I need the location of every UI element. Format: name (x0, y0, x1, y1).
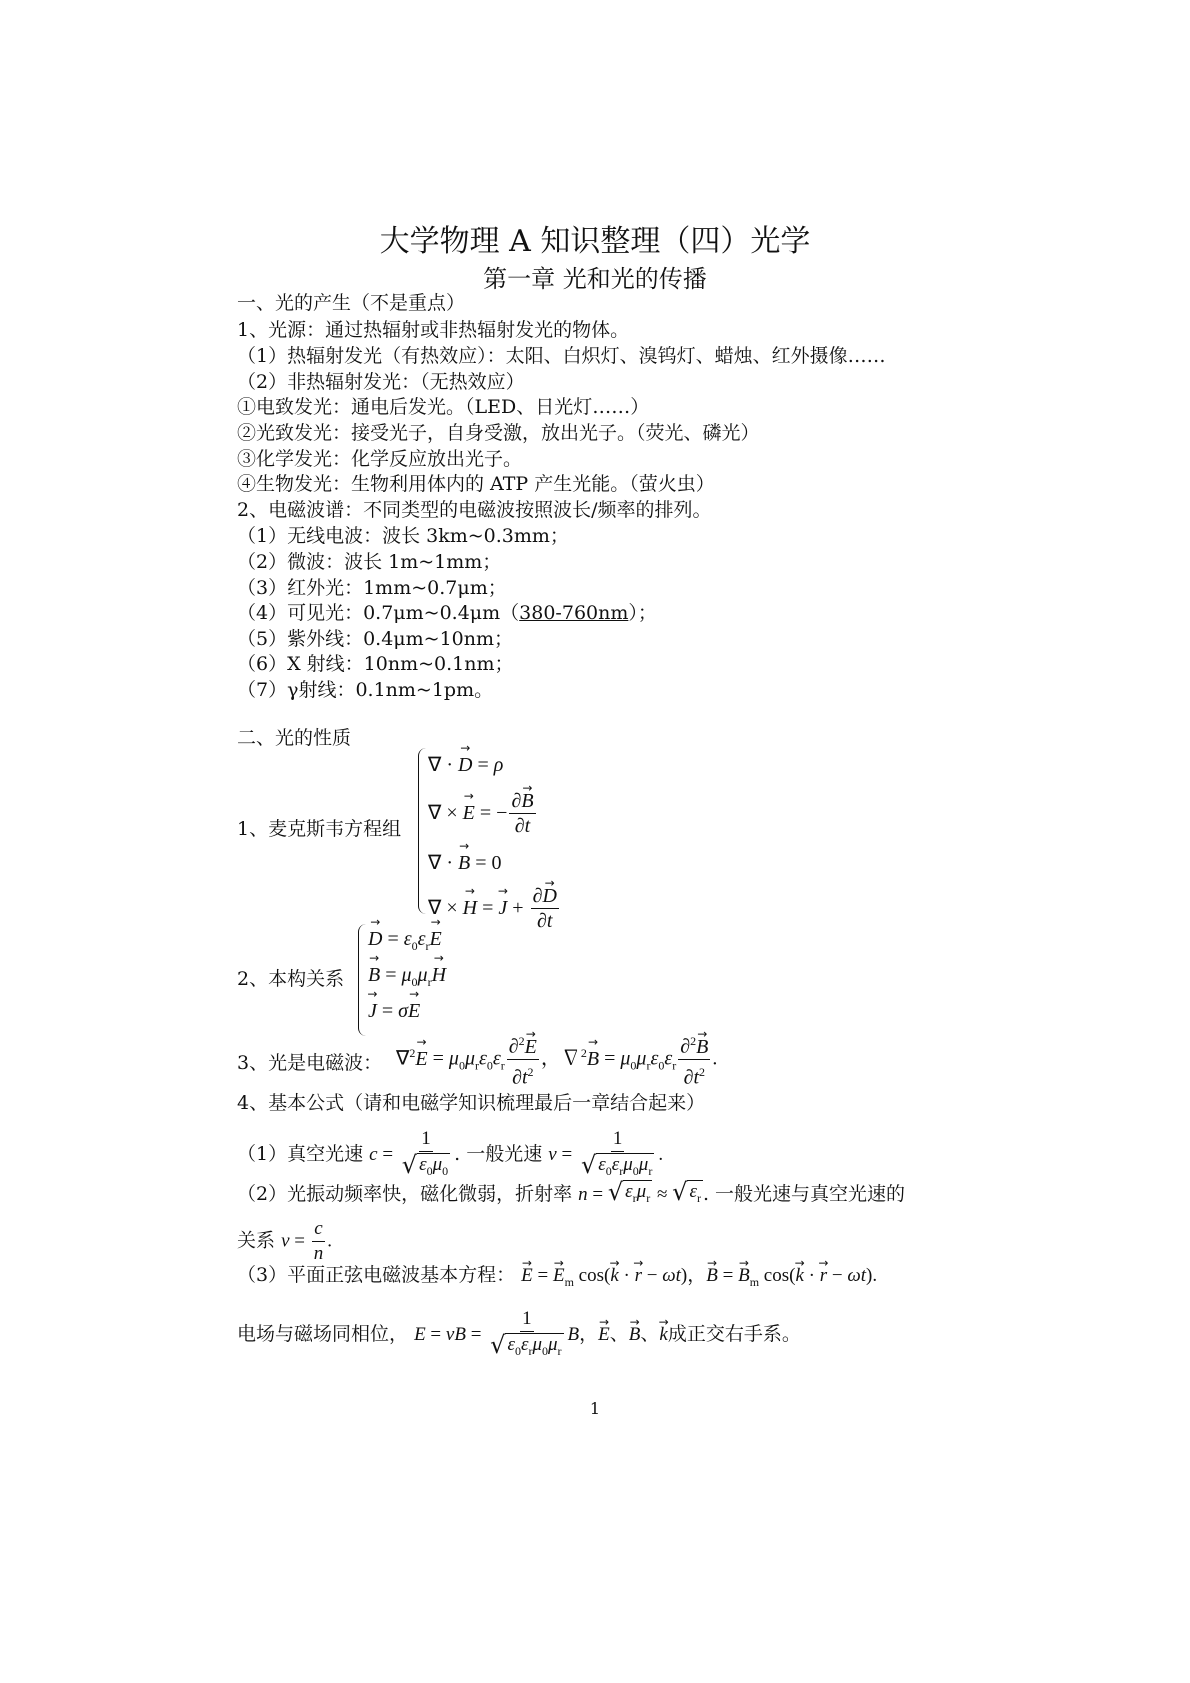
text-segment: （4）可见光：0.7μm~0.4μm（ (237, 602, 520, 624)
text-line: （1）热辐射发光（有热效应）：太阳、白炽灯、溴钨灯、蜡烛、红外摄像…… (237, 345, 886, 367)
page-number: 1 (589, 1399, 601, 1418)
maxwell-eq-1: ∇ · → D = ρ (428, 752, 503, 777)
text-line: ①电致发光：通电后发光。（LED、日光灯……） (237, 396, 650, 418)
text-line: （5）紫外线：0.4μm~10nm； (237, 628, 514, 650)
section-heading-1: 一、光的产生（不是重点） (237, 292, 466, 314)
text-segment: ）； (628, 602, 657, 624)
text-line (237, 600, 657, 626)
brace-symbol (418, 748, 427, 914)
text-segment: 成正交右手系。 (667, 1322, 801, 1345)
formula-line-4: 电场与磁场同相位， E = vB = 1 √ $\varepsilon_0\varepsilon_r\mu_0\mu_r$ B，→ E、→ B、→ k成正交右手系。 (237, 1308, 801, 1362)
maxwell-eq-2: ∇ × → E = − $\frac{\partial\to B}{\partial t}$ (428, 790, 538, 837)
underlined-range: 380-760nm (519, 602, 629, 624)
text-segment: 关系 (237, 1229, 276, 1252)
text-line: ④生物发光：生物利用体内的 ATP 产生光能。（萤火虫） (237, 473, 715, 495)
text-segment: . 一般光速与真空光速的 (702, 1183, 906, 1205)
text-line: （2）微波：波长 1m~1mm； (237, 551, 502, 573)
constitutive-label: 2、本构关系 (237, 968, 345, 990)
text-line: （2）非热辐射发光：（无热效应） (237, 371, 525, 393)
document-title: 大学物理 A 知识整理（四）光学 (379, 224, 811, 259)
chapter-title: 第一章 光和光的传播 (483, 265, 707, 293)
text-line: 2、电磁波谱：不同类型的电磁波按照波长/频率的排列。 (237, 499, 712, 521)
text-line: （3）红外光：1mm~0.7μm； (237, 577, 507, 599)
brace-symbol (358, 924, 367, 1036)
constitutive-eq-2: → $B = \mu_0\mu_r\to H$ (368, 962, 446, 990)
constitutive-eq-1: → $D = \varepsilon_0\varepsilon_r\to E$ (368, 926, 442, 954)
em-wave-equation: $\nabla^2\to E = \mu_0\mu_r\varepsilon_0\varepsilon_r$ $\frac{\partial^2\to E}{\partial t^2}$ ，$\nabla^2\to B = \mu_0\mu_r\varepsilon_0\varepsilon_r$ $\frac{\partial^2\to B}{\partial t^2}$ . (396, 1030, 717, 1088)
constitutive-eq-3: → J = σ→ E (368, 998, 420, 1023)
section-heading-2: 二、光的性质 (237, 727, 352, 749)
maxwell-label: 1、麦克斯韦方程组 (237, 818, 402, 840)
formula-line-3: （3）平面正弦电磁波基本方程： → E = → $E_m$ cos(→ k · → r − ωt)，→ B = → $B_m$ cos(→ k · → r − ωt). (237, 1262, 877, 1295)
text-line: （6）X 射线：10nm~0.1nm； (237, 653, 514, 675)
formula-line-2b: 关系 v = $\frac{c}{n}$ . (237, 1218, 332, 1264)
text-line: ②光致发光：接受光子，自身受激，放出光子。（荧光、磷光） (237, 422, 760, 444)
text-segment: （1）真空光速 (237, 1142, 364, 1165)
text-line: （1）无线电波：波长 3km~0.3mm； (237, 525, 569, 547)
maxwell-eq-3: ∇ · → B = 0 (428, 850, 502, 875)
text-line: 1、光源：通过热辐射或非热辐射发光的物体。 (237, 319, 630, 341)
text-segment: （3）平面正弦电磁波基本方程： (237, 1264, 516, 1286)
text-line: 4、基本公式（请和电磁学知识梳理最后一章结合起来） (237, 1092, 706, 1114)
formula-line-1: （1）真空光速 c = 1 √ $\varepsilon_0\mu_0$ . 一般光速 v = 1 √ $\varepsilon_0\varepsilon_r\mu_0\mu_r$ . (237, 1128, 663, 1182)
formula-line-2: （2）光振动频率快，磁化微弱，折射率 n = √ $\varepsilon_r\mu_r$ ≈ √ $\varepsilon_r$ . 一般光速与真空光速的 (237, 1180, 905, 1209)
text-segment: 电场与磁场同相位， (237, 1322, 409, 1345)
em-wave-label: 3、光是电磁波： (237, 1052, 383, 1074)
text-line: （7）γ射线：0.1nm~1pm。 (237, 679, 494, 701)
text-segment: （2）光振动频率快，磁化微弱，折射率 (237, 1183, 573, 1205)
text-segment: . 一般光速 (454, 1142, 543, 1165)
text-line: ③化学发光：化学反应放出光子。 (237, 448, 523, 470)
maxwell-eq-4: ∇ × → H = → J + $\frac{\partial\to D}{\partial t}$ (428, 885, 561, 932)
